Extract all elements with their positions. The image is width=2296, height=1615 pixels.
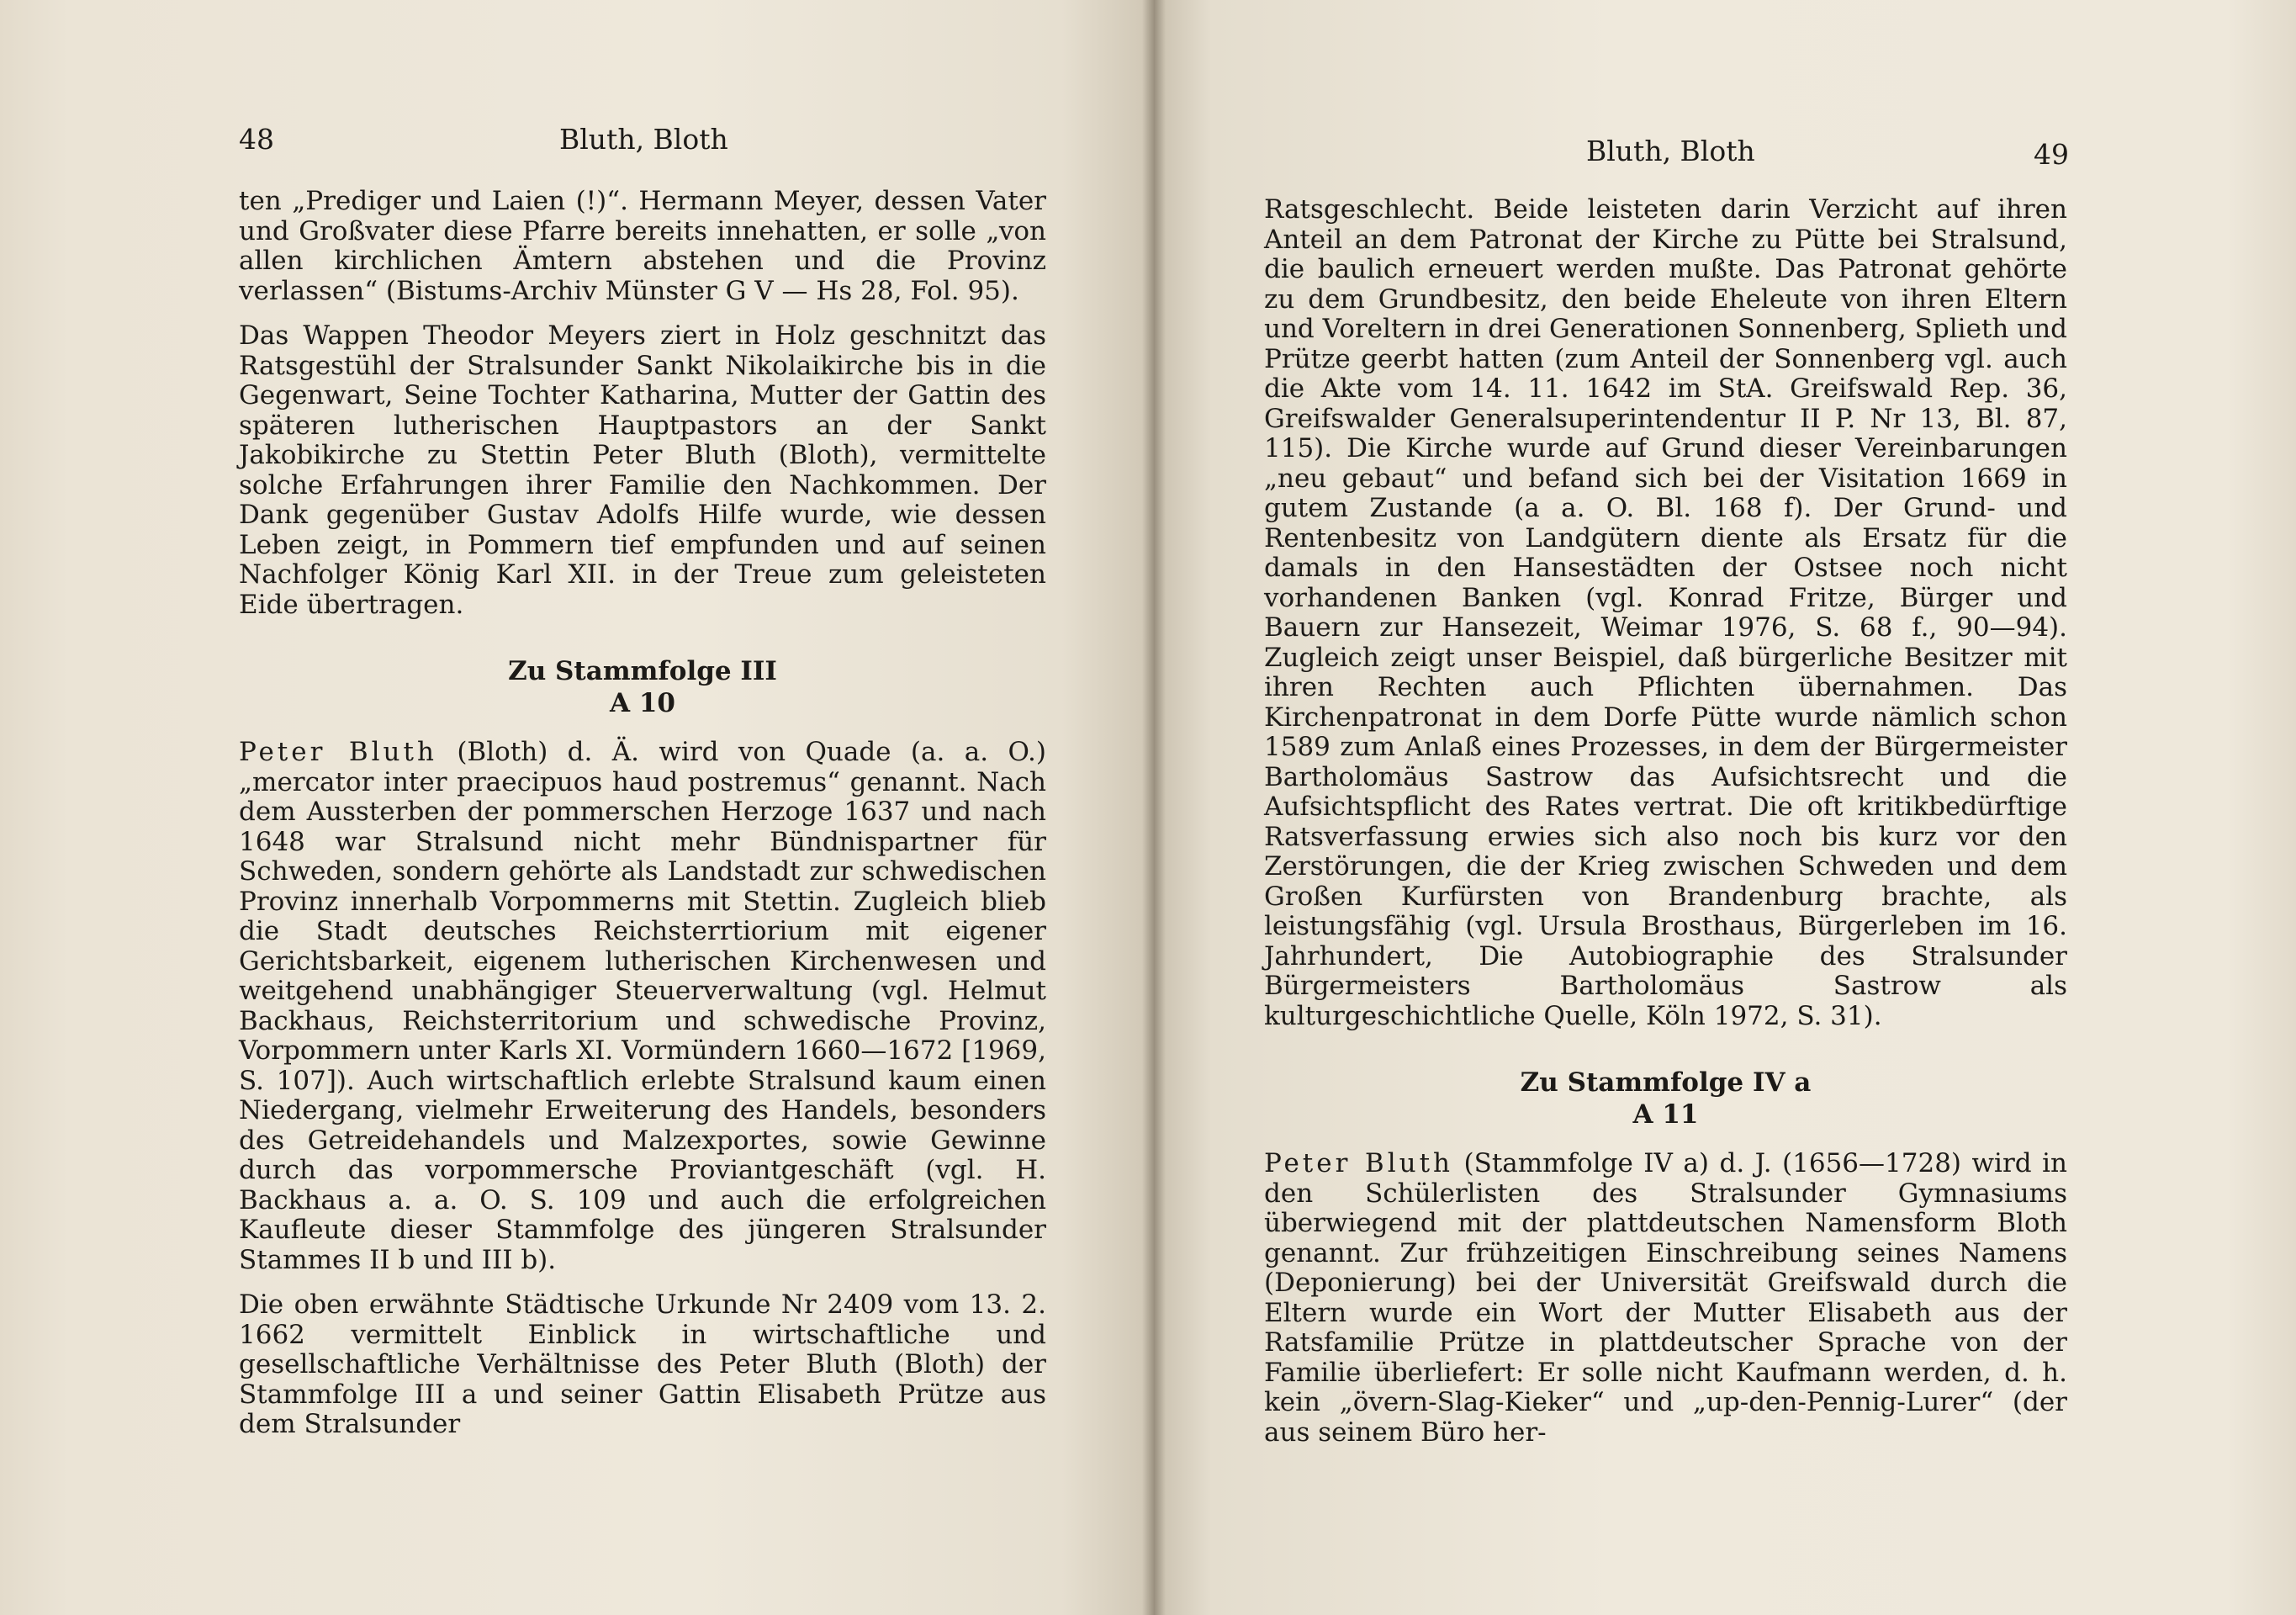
running-head-left: Bluth, Bloth	[559, 123, 728, 156]
paragraph: Ratsgeschlecht. Beide leisteten darin Verzicht auf ihren Anteil an dem Patronat der Kirche zu Pütte bei Stralsund, die baulich erneuert werden mußte. Das Patronat gehörte zu dem Grundbesitz, den beide Eheleute von ihren Eltern und Voreltern in drei Generationen Sonnenberg, Splieth und Prütze geerbt hatten (zum Anteil der Sonnenberg vgl. auch die Akte vom 14. 11. 1642 im StA. Greifswald Rep. 36, Greifswalder Generalsuperintendentur II P. Nr 13, Bl. 87, 115). Die Kirche wurde auf Grund dieser Vereinbarungen „neu gebaut“ und befand sich bei der Visitation 1669 in gutem Zustande (a a. O. Bl. 168 f). Der Grund- und Rentenbesitz von Landgütern diente als Ersatz für die damals in den Hansestädten der Ostsee noch nicht vorhandenen Banken (vgl. Konrad Fritze, Bürger und Bauern zur Hansezeit, Weimar 1976, S. 68 f., 90—94). Zugleich zeigt unser Beispiel, daß bürgerliche Besitzer mit ihren Rechten auch Pflichten übernahmen. Das Kirchenpatronat in dem Dorfe Pütte wurde nämlich schon 1589 zum Anlaß eines Prozesses, in dem der Bürgermeister Bartholomäus Sastrow das Aufsichtsrecht und die Aufsichtspflicht des Rates vertrat. Die oft kritikbedürftige Ratsverfassung erwies sich also noch bis kurz vor den Zerstörungen, die der Krieg zwischen Schweden und dem Großen Kurfürsten von Brandenburg brachte, als leistungsfähig (vgl. Ursula Brosthaus, Bürgerleben im 16. Jahrhundert, Die Autobiographie des Stralsunder Bürgermeisters Bartholomäus Sastrow als kulturgeschichtliche Quelle, Köln 1972, S. 31).	[1264, 194, 2067, 1031]
entry-name: Peter Bluth	[239, 737, 437, 767]
entry-paragraph	[239, 738, 1046, 1275]
entry-paragraph	[1264, 1149, 2067, 1448]
entry-text: (Stammfolge IV a) d. J. (1656—1728) wird in den Schülerlisten des Stralsunder Gymnasiums überwiegend mit der plattdeutschen Namensform Bloth genannt. Zur frühzeitigen Einschreibung seines Namens (Deponierung) bei der Universität Greifswald durch die Eltern wurde ein Wort der Mutter Elisabeth aus der Ratsfamilie Prütze in plattdeutscher Sprache von der Familie überliefert: Er solle nicht Kaufmann werden, d. h. kein „övern-Slag-Kieker“ und „up-den-Pennig-Lurer“ (der aus seinem Büro her-	[1264, 1148, 2067, 1448]
section-subheading: A 11	[1632, 1099, 1699, 1130]
entry-text: (Bloth) d. Ä. wird von Quade (a. a. O.) „mercator inter praecipuos haud postremus“ genannt. Nach dem Aussterben der pommerschen Herzoge 1637 und nach 1648 war Stralsund nicht mehr Bündnispartner für Schweden, sondern gehörte als Landstadt zur schwedischen Provinz innerhalb Vorpommerns mit Stettin. Zugleich blieb die Stadt deutsches Reichsterrtiorium mit eigener Gerichtsbarkeit, eigenem lutherischen Kirchenwesen und weitgehend unabhängiger Steuerverwaltung (vgl. Helmut Backhaus, Reichsterritorium und schwedische Provinz, Vorpommern unter Karls XI. Vormündern 1660—1672 [1969, S. 107]). Auch wirtschaftlich erlebte Stralsund kaum einen Niedergang, vielmehr Erweiterung des Handels, besonders des Getreidehandels und Malzexportes, sowie Gewinne durch das vorpommersche Proviantgeschäft (vgl. H. Backhaus a. a. O. S. 109 und auch die erfolgreichen Kaufleute dieser Stammfolge des jüngeren Stralsunder Stammes II b und III b).	[239, 737, 1047, 1275]
page-number-right: 49	[2034, 138, 2069, 171]
paragraph: Das Wappen Theodor Meyers ziert in Holz geschnitzt das Ratsgestühl der Stralsunder Sankt Nikolaikirche bis in die Gegenwart, Seine Tochter Katharina, Mutter der Gattin des späteren lutherischen Hauptpastors an der Sankt Jakobikirche zu Stettin Peter Bluth (Bloth), vermittelte solche Erfahrungen ihrer Familie den Nachkommen. Der Dank gegenüber Gustav Adolfs Hilfe wurde, wie dessen Leben zeigt, in Pommern tief empfunden und auf seinen Nachfolger König Karl XII. in der Treue zum geleisteten Eide übertragen.	[239, 320, 1046, 620]
paragraph: Die oben erwähnte Städtische Urkunde Nr 2409 vom 13. 2. 1662 vermittelt Einblick in wirtschaftliche und gesellschaftliche Verhältnisse des Peter Bluth (Bloth) der Stammfolge III a und seiner Gattin Elisabeth Prütze aus dem Stralsunder	[239, 1289, 1046, 1439]
section-subheading: A 10	[610, 688, 675, 718]
page-number-left: 48	[239, 123, 274, 156]
paragraph: ten „Prediger und Laien (!)“. Hermann Meyer, dessen Vater und Großvater diese Pfarre bereits innehatten, er solle „von allen kirchlichen Ämtern abstehen und die Provinz verlassen“ (Bistums-Archiv Münster G V — Hs 28, Fol. 95).	[239, 186, 1046, 306]
entry-name: Peter Bluth	[1264, 1148, 1454, 1178]
right-text-block	[1264, 195, 2067, 1448]
section-heading: Zu Stammfolge IV a	[1520, 1067, 1812, 1098]
book-gutter	[1142, 0, 1166, 1615]
left-text-block	[239, 187, 1046, 1440]
section-heading: Zu Stammfolge III	[508, 656, 777, 686]
running-head-right: Bluth, Bloth	[1586, 135, 1755, 167]
